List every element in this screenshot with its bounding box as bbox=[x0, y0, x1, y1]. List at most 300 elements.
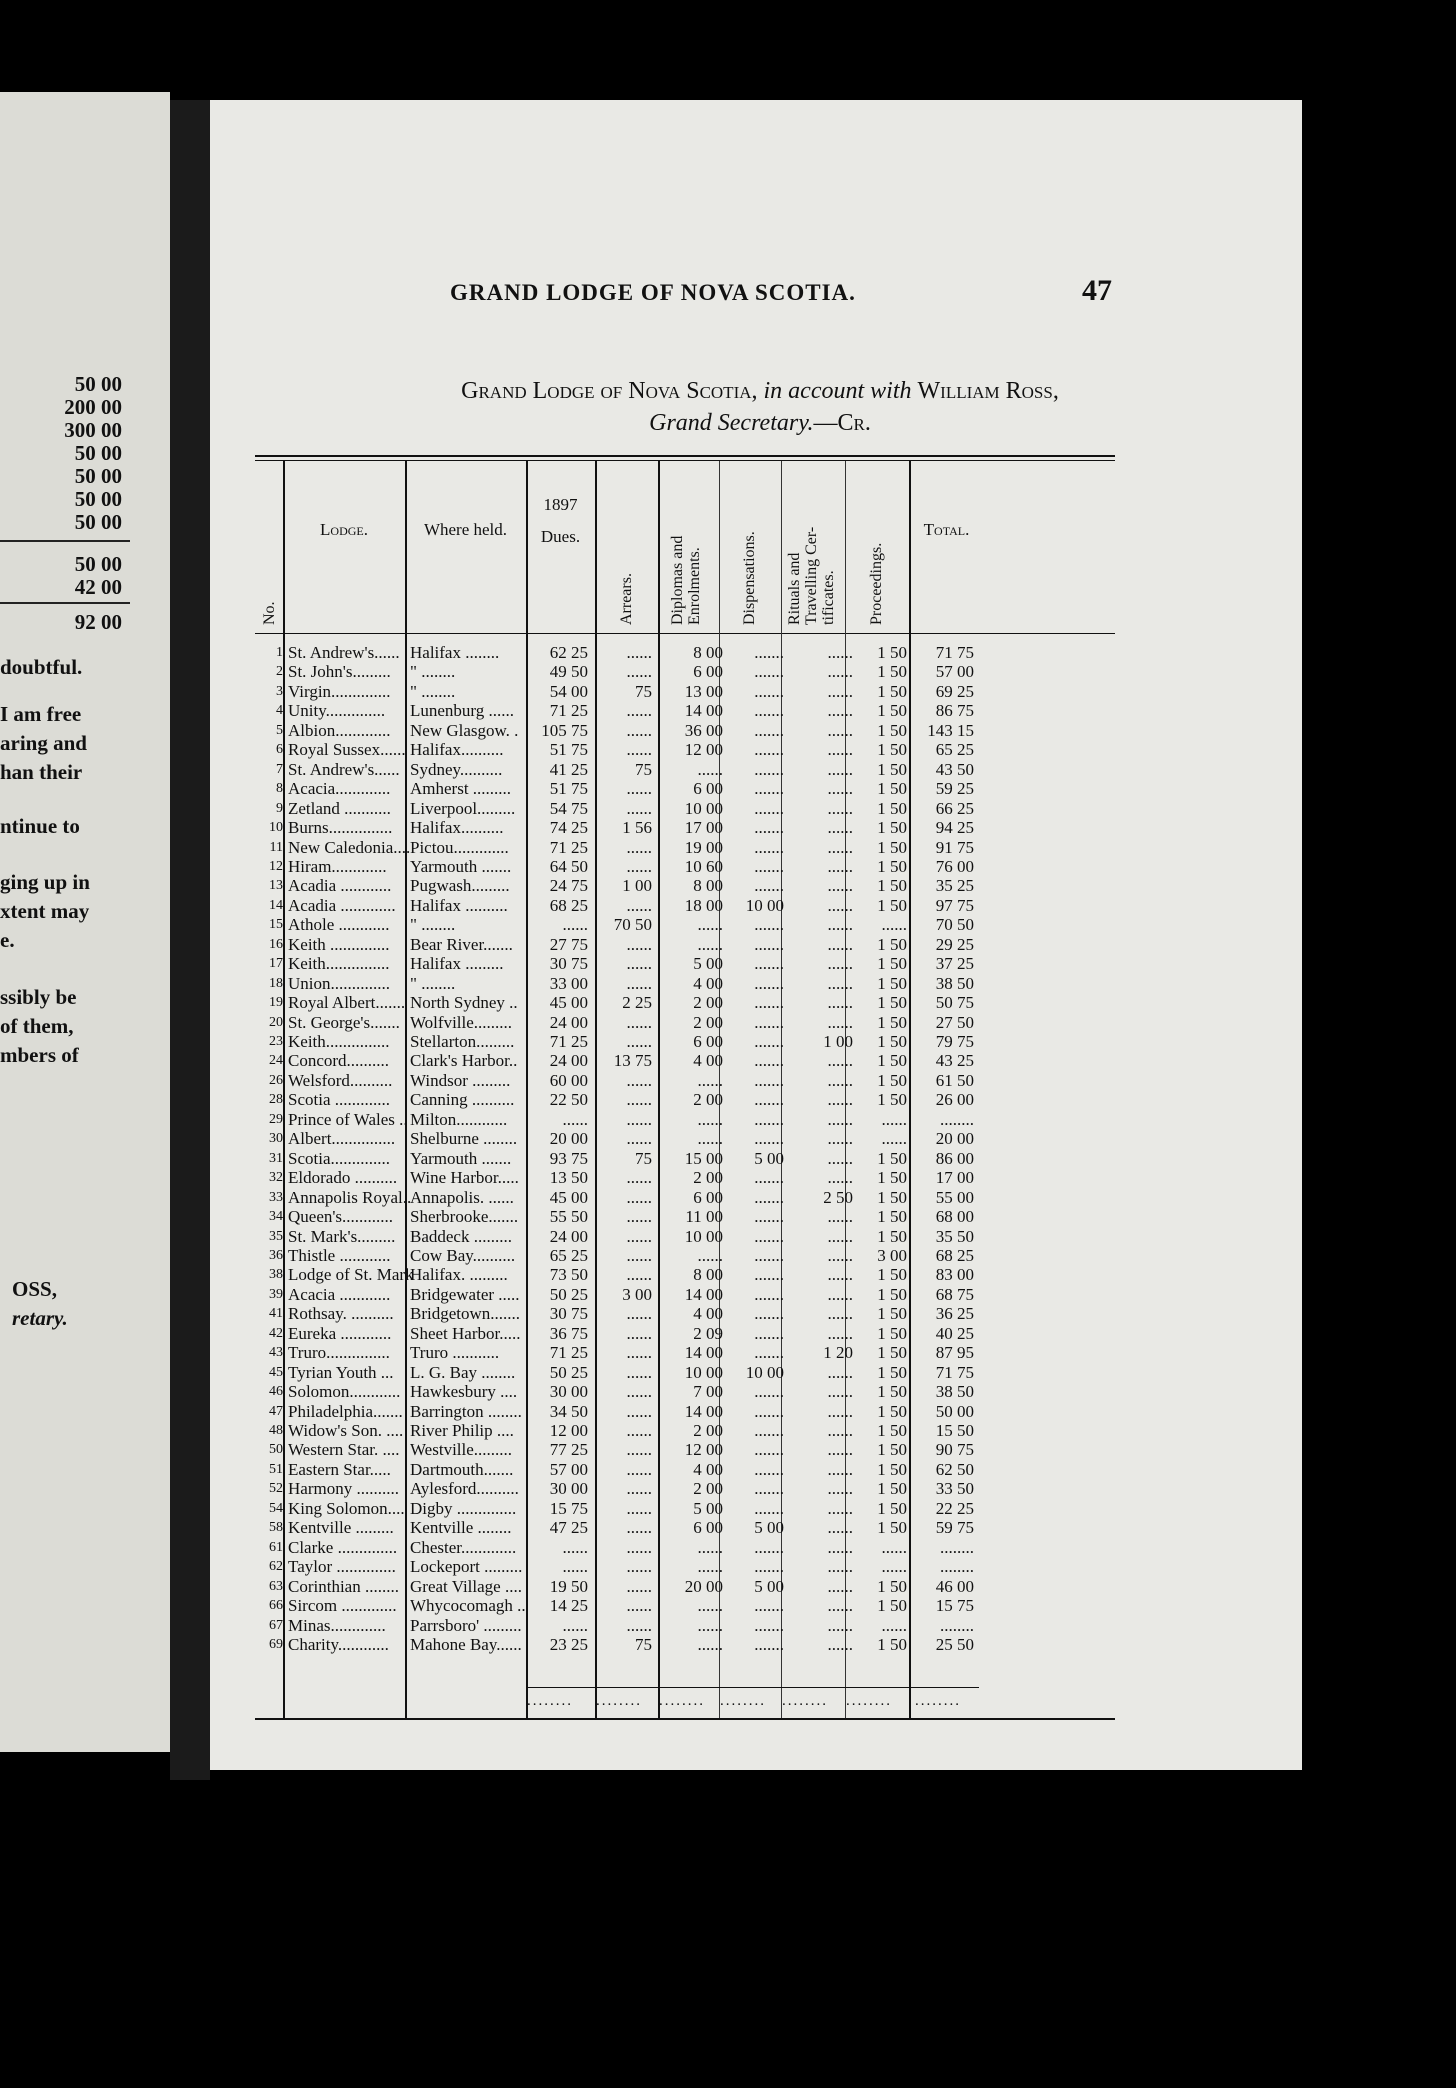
dispensations-cell: ....... bbox=[754, 701, 784, 721]
row-number: 28 bbox=[269, 1092, 283, 1108]
proceedings-cell: 1 50 bbox=[877, 1304, 907, 1324]
dispensations-cell: ....... bbox=[754, 1323, 784, 1343]
rituals-cell: ...... bbox=[827, 1362, 853, 1382]
proceedings-cell: 1 50 bbox=[877, 818, 907, 838]
dispensations-cell: ....... bbox=[754, 1070, 784, 1090]
row-number: 45 bbox=[269, 1364, 283, 1380]
header-dispensations: Dispensations. bbox=[741, 531, 758, 625]
total-cell: 68 25 bbox=[935, 1245, 974, 1265]
row-number: 23 bbox=[269, 1034, 283, 1049]
total-cell: 15 75 bbox=[935, 1596, 974, 1616]
proceedings-cell: 1 50 bbox=[877, 1401, 907, 1421]
dispensations-cell: 5 00 bbox=[754, 1518, 784, 1538]
row-number: 67 bbox=[269, 1617, 283, 1633]
lodge-name: St. George's....... bbox=[288, 1012, 400, 1032]
arrears-cell: ...... bbox=[626, 1168, 652, 1188]
rituals-cell: ...... bbox=[827, 1518, 853, 1538]
dues-cell: 24 00 bbox=[549, 1012, 588, 1032]
facing-text-line: ssibly be bbox=[0, 985, 77, 1009]
lodge-name: Eldorado .......... bbox=[288, 1168, 398, 1188]
dues-cell: 57 00 bbox=[549, 1459, 588, 1479]
lodge-name: Tyrian Youth ... bbox=[288, 1362, 394, 1382]
total-cell: 90 75 bbox=[935, 1440, 974, 1460]
rituals-cell: ...... bbox=[827, 1537, 853, 1557]
total-cell: 66 25 bbox=[935, 798, 974, 818]
proceedings-cell: 1 50 bbox=[877, 1421, 907, 1440]
rituals-cell: ...... bbox=[827, 759, 853, 779]
where-held: Dartmouth....... bbox=[410, 1459, 514, 1479]
arrears-cell: ...... bbox=[626, 1265, 652, 1285]
diplomas-cell: 2 00 bbox=[693, 1421, 723, 1440]
table-row bbox=[255, 701, 1115, 720]
row-number: 10 bbox=[269, 820, 283, 836]
row-number: 36 bbox=[269, 1247, 283, 1263]
where-held: Sheet Harbor..... bbox=[410, 1323, 521, 1343]
row-number: 26 bbox=[269, 1072, 283, 1088]
facing-text-line: han their bbox=[0, 760, 83, 784]
dispensations-cell: ....... bbox=[754, 1596, 784, 1616]
diplomas-cell: 8 00 bbox=[693, 876, 723, 896]
diplomas-cell: 2 00 bbox=[693, 993, 723, 1013]
total-cell: 61 50 bbox=[935, 1070, 974, 1090]
diplomas-cell: 4 00 bbox=[693, 1304, 723, 1324]
arrears-cell: ...... bbox=[626, 973, 652, 993]
row-number: 61 bbox=[269, 1539, 283, 1555]
where-held: Kentville ........ bbox=[410, 1518, 512, 1538]
dispensations-cell: ....... bbox=[754, 934, 784, 954]
proceedings-cell: 1 50 bbox=[877, 993, 907, 1013]
where-held: Pugwash......... bbox=[410, 876, 510, 896]
dues-cell: 33 00 bbox=[549, 973, 588, 993]
header-diplomas-1: Diplomas and bbox=[669, 535, 686, 625]
total-cell: 35 50 bbox=[935, 1226, 974, 1246]
total-cell: 25 50 bbox=[935, 1634, 974, 1654]
proceedings-cell: 1 50 bbox=[877, 701, 907, 721]
diplomas-cell: 2 00 bbox=[693, 1012, 723, 1032]
lodge-name: St. John's......... bbox=[288, 662, 391, 682]
lodge-name: Thistle ............ bbox=[288, 1245, 391, 1265]
table-row bbox=[255, 1265, 1115, 1284]
facing-amount: 50 00 bbox=[74, 487, 122, 511]
table-row bbox=[255, 643, 1115, 662]
facing-text-line: xtent may bbox=[0, 899, 90, 923]
footer-dots: ........ bbox=[846, 1693, 892, 1709]
where-held: Baddeck ......... bbox=[410, 1226, 512, 1246]
dues-cell: 71 25 bbox=[549, 1343, 588, 1363]
table-row bbox=[255, 838, 1115, 857]
total-cell: 15 50 bbox=[935, 1421, 974, 1440]
arrears-cell: ...... bbox=[626, 1304, 652, 1324]
proceedings-cell: 1 50 bbox=[877, 895, 907, 915]
table-row bbox=[255, 1577, 1115, 1596]
table-row bbox=[255, 1421, 1115, 1440]
rituals-cell: 1 00 bbox=[823, 1032, 853, 1051]
table-row bbox=[255, 721, 1115, 740]
diplomas-cell: 5 00 bbox=[693, 954, 723, 974]
rituals-cell: ...... bbox=[827, 1479, 853, 1499]
diplomas-cell: 10 00 bbox=[684, 1362, 723, 1382]
dues-cell: 62 25 bbox=[549, 643, 588, 662]
dues-cell: 73 50 bbox=[549, 1265, 588, 1285]
facing-amount: 50 00 bbox=[74, 510, 122, 534]
dues-cell: 50 25 bbox=[549, 1284, 588, 1304]
total-cell: 86 75 bbox=[935, 701, 974, 721]
table-row bbox=[255, 1129, 1115, 1148]
rituals-cell: ...... bbox=[827, 1148, 853, 1168]
where-held: Mahone Bay...... bbox=[410, 1634, 522, 1654]
lodge-name: Minas............. bbox=[288, 1615, 386, 1635]
proceedings-cell: 1 50 bbox=[877, 1070, 907, 1090]
rituals-cell: ...... bbox=[827, 798, 853, 818]
dispensations-cell: ....... bbox=[754, 779, 784, 799]
proceedings-cell: 1 50 bbox=[877, 876, 907, 896]
dispensations-cell: ....... bbox=[754, 1304, 784, 1324]
total-cell: 76 00 bbox=[935, 856, 974, 876]
row-number: 18 bbox=[269, 975, 283, 991]
diplomas-cell: 8 00 bbox=[693, 1265, 723, 1285]
dispensations-cell: ....... bbox=[754, 1479, 784, 1499]
dues-cell: ...... bbox=[562, 1557, 588, 1577]
proceedings-cell: 1 50 bbox=[877, 798, 907, 818]
dues-cell: 71 25 bbox=[549, 701, 588, 721]
table-row bbox=[255, 1149, 1115, 1168]
arrears-cell: ...... bbox=[626, 1032, 652, 1051]
dispensations-cell: ....... bbox=[754, 720, 784, 740]
dispensations-cell: ....... bbox=[754, 954, 784, 974]
arrears-cell: 13 75 bbox=[613, 1051, 652, 1071]
rituals-cell: ...... bbox=[827, 1576, 853, 1596]
diplomas-cell: 2 00 bbox=[693, 1168, 723, 1188]
dispensations-cell: ....... bbox=[754, 1187, 784, 1207]
total-cell: 29 25 bbox=[935, 934, 974, 954]
footer-dots: ........ bbox=[782, 1693, 828, 1709]
rituals-cell: ...... bbox=[827, 1207, 853, 1227]
lodge-name: Albert............... bbox=[288, 1129, 396, 1149]
where-held: " ........ bbox=[410, 915, 456, 935]
dues-cell: 27 75 bbox=[549, 934, 588, 954]
where-held: Lockeport ......... bbox=[410, 1557, 523, 1577]
facing-text-line: doubtful. bbox=[0, 655, 83, 679]
total-cell: 79 75 bbox=[935, 1032, 974, 1051]
proceedings-cell: 1 50 bbox=[877, 1498, 907, 1518]
subtitle-suffix: —Cr. bbox=[813, 410, 871, 436]
proceedings-cell: 1 50 bbox=[877, 1207, 907, 1227]
where-held: Liverpool......... bbox=[410, 798, 516, 818]
table-row bbox=[255, 662, 1115, 681]
arrears-cell: 70 50 bbox=[613, 915, 652, 935]
diplomas-cell: 17 00 bbox=[684, 818, 723, 838]
rituals-cell: ...... bbox=[827, 856, 853, 876]
arrears-cell: ...... bbox=[626, 720, 652, 740]
rituals-cell: ...... bbox=[827, 837, 853, 857]
table-row bbox=[255, 1635, 1115, 1654]
dues-cell: 36 75 bbox=[549, 1323, 588, 1343]
row-number: 52 bbox=[269, 1481, 283, 1497]
lodge-name: Acacia............. bbox=[288, 779, 391, 799]
arrears-cell: ...... bbox=[626, 1109, 652, 1129]
total-cell: 143 15 bbox=[927, 720, 974, 740]
dues-cell: 19 50 bbox=[549, 1576, 588, 1596]
table-row bbox=[255, 1616, 1115, 1635]
dispensations-cell: ....... bbox=[754, 1382, 784, 1402]
row-number: 4 bbox=[276, 703, 283, 719]
title-prefix: Grand Lodge of Nova Scotia, bbox=[461, 378, 758, 404]
dues-cell: 24 00 bbox=[549, 1051, 588, 1071]
rituals-cell: ...... bbox=[827, 1265, 853, 1285]
arrears-cell: ...... bbox=[626, 1576, 652, 1596]
dispensations-cell: ....... bbox=[754, 856, 784, 876]
rituals-cell: ...... bbox=[827, 1284, 853, 1304]
facing-text-line: aring and bbox=[0, 731, 87, 755]
row-number: 48 bbox=[269, 1423, 283, 1438]
dues-cell: 41 25 bbox=[549, 759, 588, 779]
account-title bbox=[290, 378, 1230, 405]
total-cell: ........ bbox=[940, 1615, 974, 1635]
dues-cell: 51 75 bbox=[549, 779, 588, 799]
dues-cell: 68 25 bbox=[549, 895, 588, 915]
rituals-cell: ...... bbox=[827, 1440, 853, 1460]
dispensations-cell: ....... bbox=[754, 1051, 784, 1071]
proceedings-cell: 1 50 bbox=[877, 1090, 907, 1110]
where-held: Clark's Harbor.. bbox=[410, 1051, 518, 1071]
rituals-cell: ...... bbox=[827, 915, 853, 935]
lodge-name: Concord.......... bbox=[288, 1051, 390, 1071]
diplomas-cell: 12 00 bbox=[684, 1440, 723, 1460]
total-cell: 71 75 bbox=[935, 1362, 974, 1382]
dues-cell: 23 25 bbox=[549, 1634, 588, 1654]
diplomas-cell: 19 00 bbox=[684, 837, 723, 857]
rituals-cell: ...... bbox=[827, 1557, 853, 1577]
header-proceedings: Proceedings. bbox=[868, 542, 885, 625]
dues-cell: 55 50 bbox=[549, 1207, 588, 1227]
table-row bbox=[255, 1363, 1115, 1382]
total-cell: ........ bbox=[940, 1109, 974, 1129]
table-row bbox=[255, 1499, 1115, 1518]
arrears-cell: ...... bbox=[626, 1498, 652, 1518]
header-rituals-1: Rituals and bbox=[786, 552, 803, 625]
rituals-cell: ...... bbox=[827, 1401, 853, 1421]
arrears-cell: 1 00 bbox=[622, 876, 652, 896]
proceedings-cell: 1 50 bbox=[877, 1284, 907, 1304]
total-cell: 22 25 bbox=[935, 1498, 974, 1518]
footer-dots: ........ bbox=[527, 1693, 573, 1709]
dispensations-cell: ....... bbox=[754, 1032, 784, 1051]
lodge-name: Taylor .............. bbox=[288, 1557, 396, 1577]
dispensations-cell: ....... bbox=[754, 1634, 784, 1654]
rituals-cell: ...... bbox=[827, 1129, 853, 1149]
total-cell: 59 75 bbox=[935, 1518, 974, 1538]
dues-cell: 60 00 bbox=[549, 1070, 588, 1090]
facing-amount: 50 00 bbox=[74, 441, 122, 465]
proceedings-cell: 1 50 bbox=[877, 1382, 907, 1402]
diplomas-cell: 6 00 bbox=[693, 779, 723, 799]
arrears-cell: ...... bbox=[626, 837, 652, 857]
where-held: Amherst ......... bbox=[410, 779, 512, 799]
arrears-cell: ...... bbox=[626, 1382, 652, 1402]
dues-cell: 45 00 bbox=[549, 993, 588, 1013]
dues-cell: 54 00 bbox=[549, 681, 588, 701]
proceedings-cell: 1 50 bbox=[877, 837, 907, 857]
proceedings-cell: 1 50 bbox=[877, 1051, 907, 1071]
rituals-cell: ...... bbox=[827, 1012, 853, 1032]
lodge-name: Scotia ............. bbox=[288, 1090, 390, 1110]
total-cell: 35 25 bbox=[935, 876, 974, 896]
dues-cell: 12 00 bbox=[549, 1421, 588, 1440]
facing-amount: 92 00 bbox=[74, 610, 122, 634]
row-number: 41 bbox=[269, 1306, 283, 1322]
header-no: No. bbox=[261, 601, 278, 625]
dispensations-cell: ....... bbox=[754, 1012, 784, 1032]
lodge-name: Virgin.............. bbox=[288, 681, 391, 701]
where-held: Cow Bay.......... bbox=[410, 1245, 516, 1265]
row-number: 66 bbox=[269, 1598, 283, 1614]
page bbox=[210, 100, 1302, 1770]
dispensations-cell: ....... bbox=[754, 915, 784, 935]
proceedings-cell: 1 50 bbox=[877, 779, 907, 799]
proceedings-cell: 1 50 bbox=[877, 1168, 907, 1188]
rituals-cell: ...... bbox=[827, 954, 853, 974]
table-row bbox=[255, 818, 1115, 837]
arrears-cell: ...... bbox=[626, 1343, 652, 1363]
dues-cell: 30 00 bbox=[549, 1382, 588, 1402]
where-held: Lunenburg ...... bbox=[410, 701, 515, 721]
diplomas-cell: 7 00 bbox=[693, 1382, 723, 1402]
diplomas-cell: ...... bbox=[697, 1537, 723, 1557]
lodge-name: Queen's............ bbox=[288, 1207, 394, 1227]
where-held: Pictou............. bbox=[410, 837, 509, 857]
table-row bbox=[255, 1013, 1115, 1032]
header-rituals-2: Travelling Cer- bbox=[803, 526, 820, 625]
proceedings-cell: 1 50 bbox=[877, 934, 907, 954]
diplomas-cell: 6 00 bbox=[693, 1518, 723, 1538]
row-number: 7 bbox=[276, 761, 283, 777]
where-held: Bridgetown....... bbox=[410, 1304, 521, 1324]
header-arrears: Arrears. bbox=[618, 573, 635, 625]
arrears-cell: 3 00 bbox=[622, 1284, 652, 1304]
table-row bbox=[255, 799, 1115, 818]
dues-cell: ...... bbox=[562, 1615, 588, 1635]
proceedings-cell: 1 50 bbox=[877, 759, 907, 779]
row-number: 38 bbox=[269, 1267, 283, 1283]
table-row bbox=[255, 896, 1115, 915]
where-held: Bear River....... bbox=[410, 934, 513, 954]
arrears-cell: ...... bbox=[626, 934, 652, 954]
table-row bbox=[255, 1460, 1115, 1479]
row-number: 43 bbox=[269, 1345, 283, 1361]
dispensations-cell: ....... bbox=[754, 643, 784, 662]
arrears-cell: ...... bbox=[626, 1459, 652, 1479]
proceedings-cell: ...... bbox=[881, 1615, 907, 1635]
account-table bbox=[255, 455, 1115, 1720]
where-held: Sydney.......... bbox=[410, 759, 503, 779]
total-cell: 40 25 bbox=[935, 1323, 974, 1343]
proceedings-cell: 1 50 bbox=[877, 643, 907, 662]
rituals-cell: ...... bbox=[827, 1051, 853, 1071]
where-held: Yarmouth ....... bbox=[410, 1148, 512, 1168]
proceedings-cell: 1 50 bbox=[877, 1440, 907, 1460]
where-held: Yarmouth ....... bbox=[410, 856, 512, 876]
lodge-name: Scotia.............. bbox=[288, 1148, 390, 1168]
proceedings-cell: 1 50 bbox=[877, 1343, 907, 1363]
dispensations-cell: ....... bbox=[754, 798, 784, 818]
facing-text-line: retary. bbox=[12, 1306, 68, 1330]
rituals-cell: ...... bbox=[827, 1323, 853, 1343]
table-row bbox=[255, 1110, 1115, 1129]
lodge-name: Prince of Wales .. bbox=[288, 1109, 408, 1129]
facing-text-line: ging up in bbox=[0, 870, 90, 894]
dues-cell: 49 50 bbox=[549, 662, 588, 682]
where-held: " ........ bbox=[410, 681, 456, 701]
proceedings-cell: 1 50 bbox=[877, 856, 907, 876]
header-dues: Dues. bbox=[540, 527, 581, 546]
lodge-name: Eureka ............ bbox=[288, 1323, 392, 1343]
facing-amount: 200 00 bbox=[64, 395, 122, 419]
lodge-name: Zetland ........... bbox=[288, 798, 391, 818]
where-held: Parrsboro' ......... bbox=[410, 1615, 522, 1635]
dispensations-cell: ....... bbox=[754, 993, 784, 1013]
table-row bbox=[255, 1382, 1115, 1401]
where-held: Wine Harbor..... bbox=[410, 1168, 519, 1188]
rituals-cell: ...... bbox=[827, 1382, 853, 1402]
table-row bbox=[255, 682, 1115, 701]
dispensations-cell: ....... bbox=[754, 837, 784, 857]
diplomas-cell: 14 00 bbox=[684, 1343, 723, 1363]
row-number: 11 bbox=[269, 839, 283, 855]
where-held: Westville......... bbox=[410, 1440, 513, 1460]
lodge-name: Acadia ............. bbox=[288, 895, 396, 915]
table-row bbox=[255, 1032, 1115, 1051]
lodge-name: Hiram............. bbox=[288, 856, 387, 876]
row-number: 51 bbox=[269, 1461, 283, 1477]
table-row bbox=[255, 1285, 1115, 1304]
header-where: Where held. bbox=[423, 520, 508, 539]
diplomas-cell: ...... bbox=[697, 759, 723, 779]
title-name: William Ross, bbox=[917, 378, 1059, 404]
row-number: 24 bbox=[269, 1053, 283, 1069]
lodge-name: Royal Sussex...... bbox=[288, 740, 406, 760]
table-row bbox=[255, 876, 1115, 895]
dispensations-cell: ....... bbox=[754, 1207, 784, 1227]
total-cell: ........ bbox=[940, 1537, 974, 1557]
rituals-cell: ...... bbox=[827, 1245, 853, 1265]
diplomas-cell: ...... bbox=[697, 1557, 723, 1577]
total-cell: 17 00 bbox=[935, 1168, 974, 1188]
dues-cell: 74 25 bbox=[549, 818, 588, 838]
lodge-name: Annapolis Royal.. bbox=[288, 1187, 412, 1207]
rituals-cell: ...... bbox=[827, 1090, 853, 1110]
footer-dots: ........ bbox=[915, 1693, 961, 1709]
total-cell: 55 00 bbox=[935, 1187, 974, 1207]
rituals-cell: ...... bbox=[827, 1109, 853, 1129]
diplomas-cell: 6 00 bbox=[693, 1032, 723, 1051]
footer-dots: ........ bbox=[720, 1693, 766, 1709]
total-cell: 70 50 bbox=[935, 915, 974, 935]
dispensations-cell: ....... bbox=[754, 1401, 784, 1421]
total-cell: 38 50 bbox=[935, 1382, 974, 1402]
where-held: " ........ bbox=[410, 662, 456, 682]
rituals-cell: ...... bbox=[827, 1421, 853, 1440]
proceedings-cell: 1 50 bbox=[877, 973, 907, 993]
arrears-cell: 1 56 bbox=[622, 818, 652, 838]
dispensations-cell: ....... bbox=[754, 1226, 784, 1246]
dispensations-cell: ....... bbox=[754, 876, 784, 896]
proceedings-cell: 1 50 bbox=[877, 1518, 907, 1538]
dues-cell: 34 50 bbox=[549, 1401, 588, 1421]
proceedings-cell: 1 50 bbox=[877, 1576, 907, 1596]
row-number: 17 bbox=[269, 956, 283, 972]
arrears-cell: ...... bbox=[626, 1537, 652, 1557]
proceedings-cell: 1 50 bbox=[877, 1459, 907, 1479]
